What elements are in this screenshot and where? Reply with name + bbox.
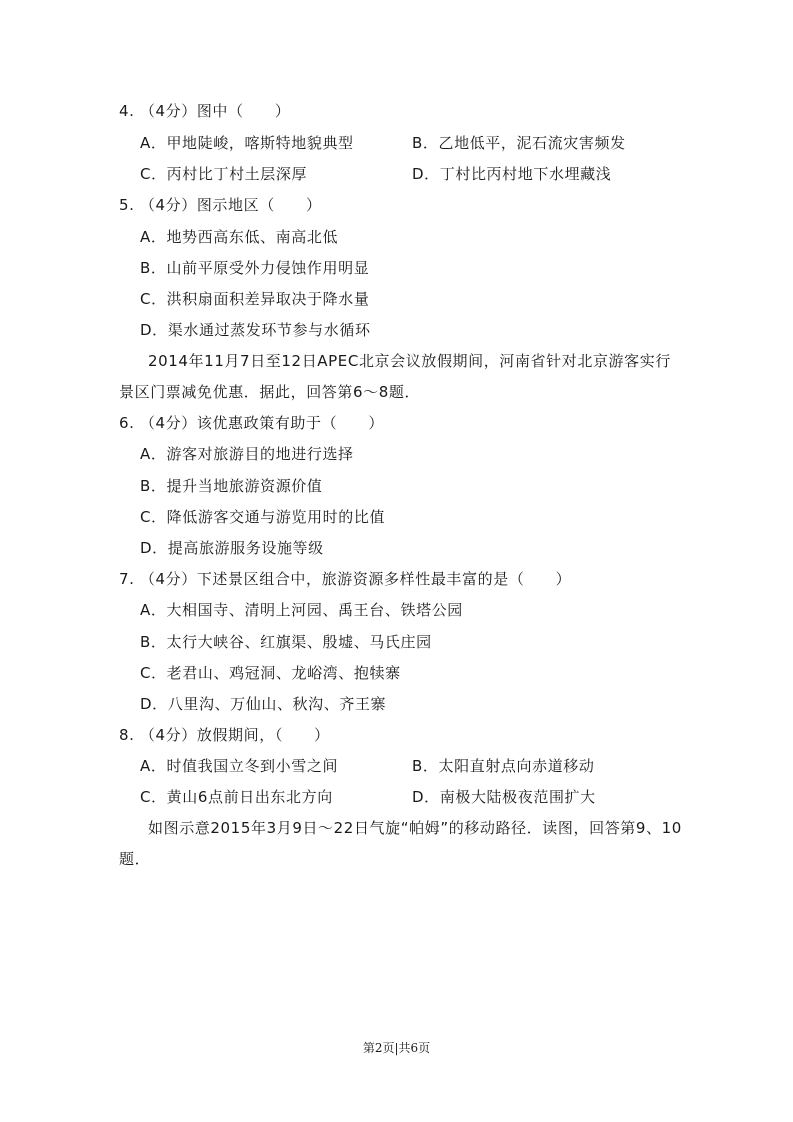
passage-2-line-1: 如图示意2015年3月9日～22日气旋“帕姆”的移动路径．读图，回答第9、10 bbox=[148, 819, 682, 837]
passage-1-line-2: 景区门票减免优惠．据此，回答第6～8题． bbox=[119, 383, 421, 401]
question-7-option-d: D．八里沟、万仙山、秋沟、齐王寨 bbox=[140, 695, 387, 713]
question-5-option-b: B．山前平原受外力侵蚀作用明显 bbox=[140, 259, 370, 277]
page-footer: 第2页|共6页 bbox=[362, 1041, 431, 1055]
question-5-option-d: D．渠水通过蒸发环节参与水循环 bbox=[140, 321, 371, 339]
question-7-option-c: C．老君山、鸡冠洞、龙峪湾、抱犊寨 bbox=[140, 664, 401, 682]
question-6-option-b: B．提升当地旅游资源价值 bbox=[140, 477, 323, 495]
question-4-option-c: C．丙村比丁村土层深厚 bbox=[140, 165, 308, 183]
question-5-option-a: A．地势西高东低、南高北低 bbox=[140, 228, 339, 246]
passage-2-line-2: 题． bbox=[119, 850, 151, 868]
question-4-option-a: A．甲地陡峻，喀斯特地貌典型 bbox=[140, 134, 354, 152]
question-8-stem: 8. （4分）放假期间，（ ） bbox=[119, 726, 330, 744]
question-5-stem: 5. （4分）图示地区（ ） bbox=[119, 196, 322, 214]
question-6-option-a: A．游客对旅游目的地进行选择 bbox=[140, 445, 354, 463]
question-8-option-d: D．南极大陆极夜范围扩大 bbox=[412, 788, 596, 806]
question-7-stem: 7. （4分）下述景区组合中，旅游资源多样性最丰富的是（ ） bbox=[119, 570, 572, 588]
question-7-option-b: B．太行大峡谷、红旗渠、殷墟、马氏庄园 bbox=[140, 633, 432, 651]
question-8-option-a: A．时值我国立冬到小雪之间 bbox=[140, 757, 339, 775]
question-6-option-c: C．降低游客交通与游览用时的比值 bbox=[140, 508, 386, 526]
question-7-option-a: A．大相国寺、清明上河园、禹王台、铁塔公园 bbox=[140, 601, 463, 619]
question-4-option-b: B．乙地低平，泥石流灾害频发 bbox=[412, 134, 626, 152]
question-6-option-d: D．提高旅游服务设施等级 bbox=[140, 539, 324, 557]
passage-1-line-1: 2014年11月7日至12日APEC北京会议放假期间，河南省针对北京游客实行 bbox=[148, 352, 671, 370]
question-8-option-c: C．黄山6点前日出东北方向 bbox=[140, 788, 333, 806]
question-6-stem: 6. （4分）该优惠政策有助于（ ） bbox=[119, 414, 385, 432]
question-4-stem: 4. （4分）图中（ ） bbox=[119, 102, 291, 120]
question-8-option-b: B．太阳直射点向赤道移动 bbox=[412, 757, 595, 775]
question-5-option-c: C．洪积扇面积差异取决于降水量 bbox=[140, 290, 370, 308]
question-4-option-d: D．丁村比丙村地下水埋藏浅 bbox=[412, 165, 612, 183]
